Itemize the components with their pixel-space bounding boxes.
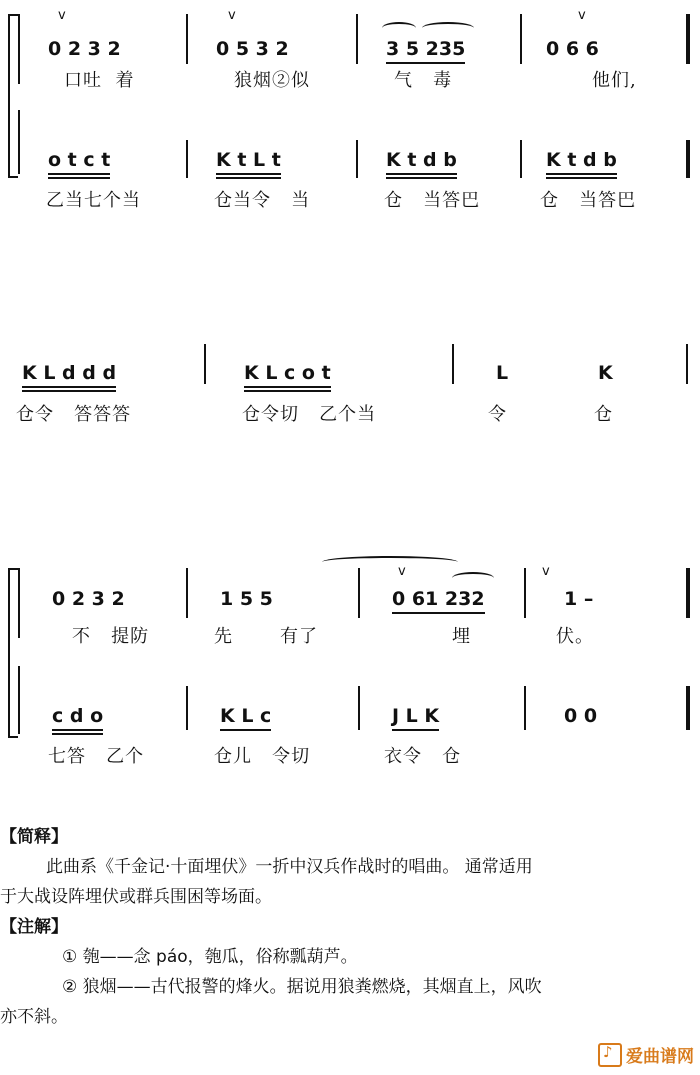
vocal-notes: 1 –	[564, 588, 594, 610]
vocal-notes: 3 5 235	[386, 38, 466, 60]
perc-syllables: 七答 乙个	[48, 746, 145, 767]
footnote-1: ① 匏——念 páo，匏瓜，俗称瓢葫芦。	[62, 947, 358, 967]
vocal-notes: 0 6 6	[546, 38, 599, 60]
barline	[524, 686, 526, 730]
barline	[686, 568, 690, 618]
vocal-measure-1	[44, 580, 168, 610]
vocal-notes: 0 61 232	[392, 588, 485, 610]
perc-syllables: 仓当令 当	[214, 190, 311, 211]
barline	[18, 110, 20, 174]
perc-notes: L	[496, 362, 509, 384]
barline	[18, 666, 20, 734]
barline	[204, 344, 206, 384]
vocal-measure-3	[378, 30, 488, 60]
barline	[356, 14, 358, 64]
barline	[356, 140, 358, 178]
barline	[186, 14, 188, 64]
barline	[686, 14, 690, 64]
lyric: 他们,	[592, 70, 637, 91]
perc-notes: 0 0	[564, 705, 598, 727]
barline	[524, 568, 526, 618]
vocal-measure-2	[212, 580, 342, 610]
perc-measure-1	[44, 701, 144, 727]
perc-measure-4	[538, 145, 668, 171]
vocal-notes: 1 5 5	[220, 588, 273, 610]
watermark-text: 爱曲谱网	[626, 1047, 694, 1067]
perc-notes: c d o	[52, 705, 104, 727]
perc-measure-3	[488, 358, 528, 384]
lyric: 先 有了	[214, 626, 319, 647]
vocal-measure-1	[40, 30, 170, 60]
vocal-measure-4	[556, 580, 666, 610]
barline	[452, 344, 454, 384]
perc-syllables: 仓 当答巴	[384, 190, 481, 211]
perc-syllables: 仓令 答答答	[16, 404, 132, 425]
perc-measure-2	[208, 145, 338, 171]
score-system-3	[0, 556, 700, 776]
vocal-notes: 0 2 3 2	[52, 588, 125, 610]
perc-measure-3	[384, 701, 484, 727]
barline	[686, 344, 688, 384]
perc-measure-3	[378, 145, 508, 171]
perc-measure-1	[40, 145, 170, 171]
perc-measure-4	[590, 358, 630, 384]
perc-syllables: 仓儿 令切	[214, 746, 311, 767]
vocal-notes: 0 5 3 2	[216, 38, 289, 60]
lyric: 伏。	[556, 626, 594, 647]
lyric: 不 提防	[72, 626, 150, 647]
system-bracket	[8, 14, 18, 178]
system-bracket	[8, 568, 18, 738]
perc-syllables: 仓	[594, 404, 613, 425]
barline	[186, 568, 188, 618]
barline	[358, 568, 360, 618]
perc-notes: K L c	[220, 705, 272, 727]
slur	[322, 556, 458, 568]
perc-notes: K t L t	[216, 149, 281, 171]
perc-syllables: 仓 当答巴	[540, 190, 637, 211]
perc-notes: J L K	[392, 705, 440, 727]
perc-syllables: 仓令切 乙个当	[242, 404, 377, 425]
breath-mark: v	[58, 8, 66, 23]
score-system-1	[0, 0, 700, 211]
music-note-icon	[598, 1043, 622, 1067]
lyric: 埋	[452, 626, 471, 647]
annotation-heading: 【注解】	[0, 917, 68, 937]
perc-measure-1	[14, 358, 174, 384]
barline	[186, 686, 188, 730]
vocal-notes: 0 2 3 2	[48, 38, 121, 60]
perc-notes: K L d d d	[22, 362, 117, 384]
perc-syllables: 令	[488, 404, 507, 425]
perc-notes: o t c t	[48, 149, 111, 171]
barline	[358, 686, 360, 730]
breath-mark: v	[228, 8, 236, 23]
barline	[520, 14, 522, 64]
vocal-measure-2	[208, 30, 338, 60]
brief-heading: 【简释】	[0, 827, 68, 847]
barline	[686, 686, 690, 730]
breath-mark: v	[578, 8, 586, 23]
notes-section	[0, 822, 700, 1032]
vocal-measure-3	[384, 580, 504, 610]
barline	[18, 568, 20, 638]
perc-measure-2	[236, 358, 416, 384]
vocal-measure-4	[538, 30, 658, 60]
brief-text: 此曲系《千金记·十面埋伏》一折中汉兵作战时的唱曲。 通常适用	[46, 857, 533, 877]
score-system-2	[0, 340, 700, 440]
footnote-2: ② 狼烟——古代报警的烽火。据说用狼粪燃烧，其烟直上，风吹	[62, 977, 542, 997]
lyric: 气 毒	[394, 70, 453, 91]
breath-mark: v	[542, 564, 550, 579]
perc-measure-2	[212, 701, 342, 727]
site-watermark	[598, 1042, 694, 1067]
lyric: 狼烟②似	[234, 70, 310, 91]
barline	[18, 14, 20, 84]
perc-syllables: 乙当七个当	[46, 190, 141, 211]
breath-mark: v	[398, 564, 406, 579]
perc-measure-4	[556, 701, 646, 727]
barline	[520, 140, 522, 178]
barline	[686, 140, 690, 178]
perc-syllables: 衣令 仓	[384, 746, 462, 767]
barline	[186, 140, 188, 178]
lyric: 口吐 着	[64, 70, 135, 91]
perc-notes: K L c o t	[244, 362, 331, 384]
perc-notes: K t d b	[386, 149, 457, 171]
brief-text-cont: 于大战设阵埋伏或群兵围困等场面。	[0, 887, 272, 907]
perc-notes: K	[598, 362, 613, 384]
perc-notes: K t d b	[546, 149, 617, 171]
footnote-2-cont: 亦不斜。	[0, 1007, 68, 1027]
